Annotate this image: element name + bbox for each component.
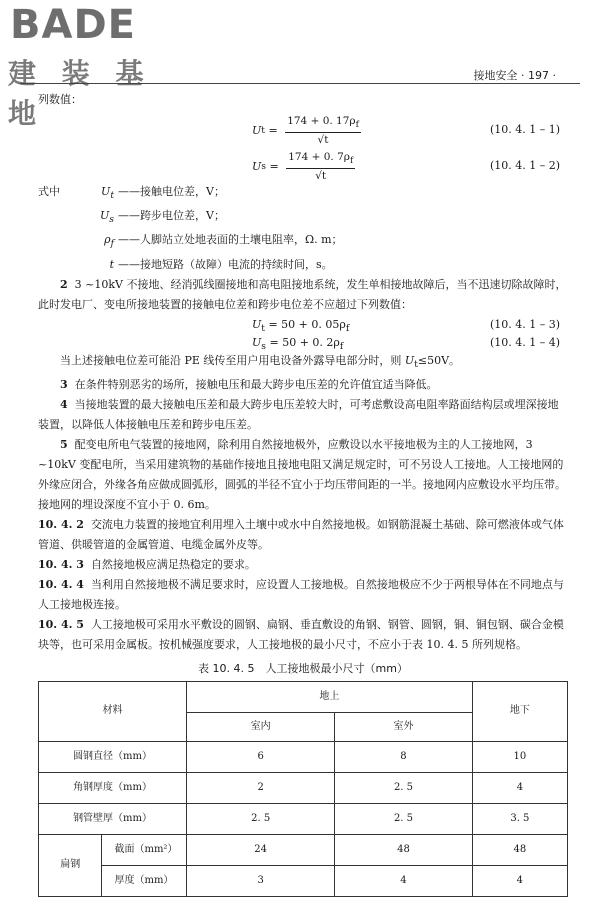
header-rule bbox=[20, 83, 580, 84]
logo-wordmark: BADE bbox=[10, 2, 136, 48]
formula-3: $U_t = 50 + 0$. $05\rho_f$ (10. 4. 1 – 3) bbox=[38, 315, 568, 333]
symbol-row: $\rho_f$ ——人脚站立处地表面的土壤电阻率，Ω. m； bbox=[104, 233, 343, 250]
formula-1: U t = $\frac{174 + 0. 17\rho_f}{√t}$ (10. 4. 1 – 1) bbox=[252, 115, 560, 147]
header-page-number: · 197 · bbox=[521, 69, 556, 82]
table-row: 圆钢直径（mm） 6 8 10 bbox=[39, 741, 568, 772]
paragraph-5: 5 配变电所电气装置的接地网，除利用自然接地极外，应敷设以水平接地极为主的人工接地网，3 ~10kV 变配电所，当采用建筑物的基础作接地且接地电阻又满足规定时，可不另设人工接地。人工接地网的外缘应闭合，外缘各角应做成圆弧形，圆弧的半径不宜小于均压带间距的一半。接地网内应敷设水平均压带。接地网的埋设深度不宜小于 0. 6m。 bbox=[38, 437, 566, 511]
paragraph-2: 2 3 ~10kV 不接地、经消弧线圈接地和高电阻接地系统，发生单相接地故障后，当不迅速切除故障时，此时发电厂、变电所接地装置的接触电位差和跨步电位差不应超过下列数值： bbox=[38, 277, 567, 311]
header-material: 材料 bbox=[39, 681, 187, 741]
symbol-row: $U_s$ ——跨步电位差，V； bbox=[100, 209, 225, 226]
logo-chinese-name: 建 装 基 地 bbox=[8, 57, 152, 130]
clause-10-4-4: 10. 4. 4 当利用自然接地极不满足要求时，应设置人工接地极。自然接地极应不少于两根导体在不同地点与人工接地极连接。 bbox=[38, 577, 564, 611]
header-above-ground: 地上 bbox=[187, 681, 473, 712]
formula-2: U s = $\frac{174 + 0. 7\rho_f}{√t}$ (10. 4. 1 – 2) bbox=[252, 151, 560, 183]
flat-steel-table bbox=[38, 835, 568, 897]
symbol-row: 式中 $U_t$ ——接触电位差，V； bbox=[38, 185, 225, 202]
header-section: 接地安全 bbox=[473, 69, 518, 82]
formula-4: $U_s = 50 + 0$. $2\rho_f$ (10. 4. 1 – 4) bbox=[38, 333, 568, 351]
equation-number: (10. 4. 1 – 3) bbox=[489, 317, 560, 331]
table-row: 扁钢 截面（mm²） 24 48 48 bbox=[39, 835, 568, 866]
symbol-definitions bbox=[38, 182, 568, 275]
fraction: $\frac{174 + 0. 7\rho_f}{√t}$ bbox=[288, 151, 354, 183]
intro-line: 列数值： bbox=[38, 93, 82, 106]
clause-10-4-2: 10. 4. 2 交流电力装置的接地宜利用埋入土壤中或水中自然接地极。如钢筋混凝土基础、除可燃液体或气体管道、供暖管道的金属管道、电缆金属外皮等。 bbox=[38, 517, 564, 551]
table-row: 厚度（mm） 3 4 4 bbox=[39, 865, 568, 896]
paragraph-3: 3 在条件特别恶劣的场所，接触电压和最大跨步电压差的允许值宜适当降低。 bbox=[60, 377, 438, 391]
running-header bbox=[474, 67, 556, 83]
clause-10-4-3: 10. 4. 3 自然接地极应满足热稳定的要求。 bbox=[38, 557, 256, 571]
symbol-row: t ——接地短路（故障）电流的持续时间，s。 bbox=[109, 257, 333, 271]
flat-steel-label: 扁钢 bbox=[39, 835, 102, 897]
min-size-table bbox=[38, 681, 568, 835]
header-below-ground: 地下 bbox=[472, 681, 567, 741]
page-body bbox=[38, 90, 568, 897]
fraction: $\frac{174 + 0. 17\rho_f}{√t}$ bbox=[287, 115, 359, 147]
header-outdoor: 室外 bbox=[335, 712, 473, 741]
equation-number: (10. 4. 1 – 2) bbox=[489, 159, 560, 172]
table-caption: 表 10. 4. 5 人工接地极最小尺寸（mm） bbox=[198, 661, 408, 675]
header-indoor: 室内 bbox=[187, 712, 335, 741]
equation-number: (10. 4. 1 – 1) bbox=[489, 123, 560, 136]
clause-10-4-5: 10. 4. 5 人工接地极可采用水平敷设的圆钢、扁钢、垂直敷设的角钢、钢管、圆钢，铜、铜包钢、碳合金模块等，也可采用金属板。按机械强度要求，人工接地极的最小尺寸，不应小于表 10. 4. 5 所列规格。 bbox=[38, 617, 564, 651]
paragraph-note: 当上述接触电位差可能沿 PE 线传至用户用电设备外露导电部分时，则 $U_t\le 50V$。 bbox=[60, 353, 461, 370]
table-row: 钢管壁厚（mm） 2. 5 2. 5 3. 5 bbox=[39, 803, 568, 834]
paragraph-4: 4 当接地装置的最大接触电压差和最大跨步电压差较大时，可考虑敷设高电阻率路面结构层或埋深接地装置，以降低人体接触电压差和跨步电压差。 bbox=[38, 397, 559, 431]
equation-number: (10. 4. 1 – 4) bbox=[489, 335, 560, 349]
table-row: 角钢厚度（mm） 2 2. 5 4 bbox=[39, 772, 568, 803]
